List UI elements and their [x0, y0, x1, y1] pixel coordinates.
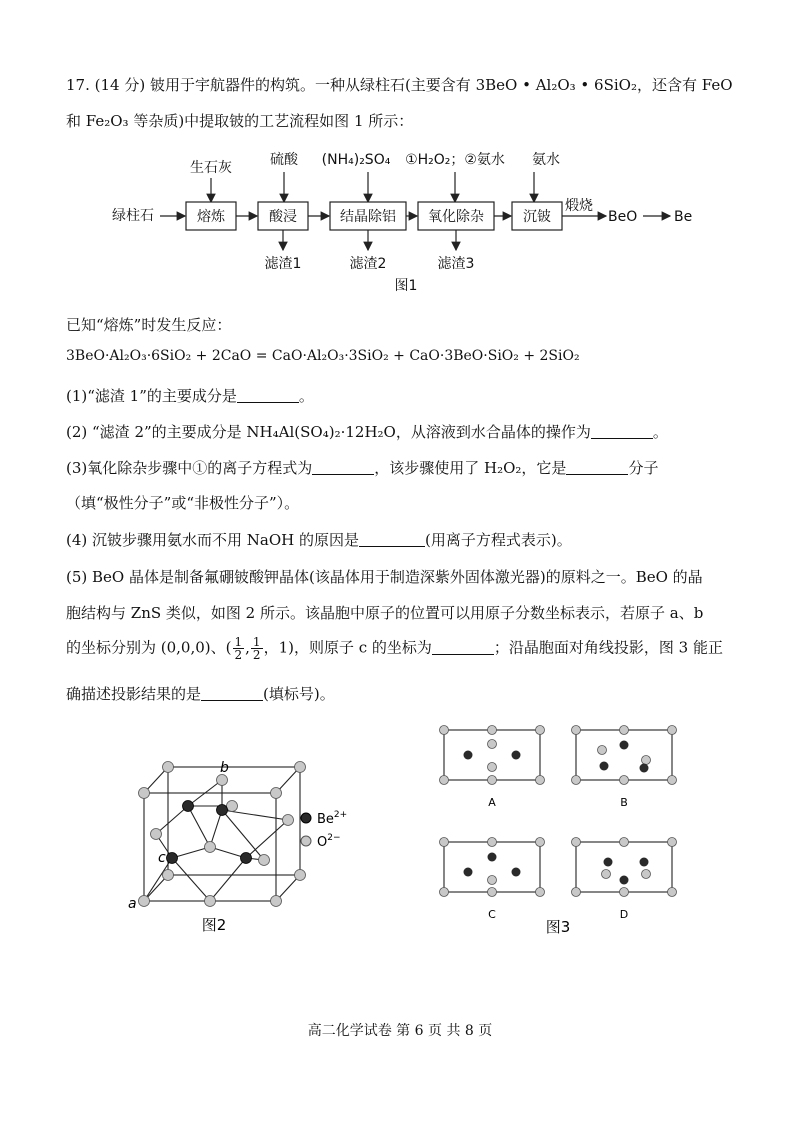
oxygen-atom [271, 788, 282, 799]
oxygen-atom [271, 896, 282, 907]
input-label-ammonium-sulfate: (NH₄)₂SO₄ [321, 152, 391, 168]
beryllium-atom [183, 801, 194, 812]
atom-label-c: c [158, 850, 166, 866]
frac-den-1: 2 [234, 648, 243, 662]
legend-be-marker [301, 813, 311, 823]
option-label-c: C [488, 908, 496, 921]
step-label-smelt: 熔炼 [197, 209, 225, 225]
oxygen-atom [283, 815, 294, 826]
oxygen-atoms [139, 762, 306, 907]
step-label-acid-leach: 酸浸 [269, 209, 297, 225]
step-label-precipitate: 沉铍 [523, 209, 551, 225]
step-label-crystallize: 结晶除铝 [340, 209, 396, 225]
atom-label-b: b [220, 760, 229, 776]
part3-text-b: ，该步骤使用了 H₂O₂，它是 [374, 459, 567, 477]
figure1-flowchart [100, 148, 720, 298]
answer-blank-2[interactable] [591, 424, 653, 439]
question-part-1 [66, 385, 314, 406]
part5-text-d2: (填标号)。 [263, 685, 335, 703]
answer-blank-3a[interactable] [312, 460, 374, 475]
part3-hint: （填“极性分子”或“非极性分子”）。 [66, 494, 300, 512]
calcine-label: 煅烧 [565, 198, 593, 214]
legend-be-label: $Be^{2+}$ [317, 810, 348, 827]
fraction-half-y [251, 636, 263, 661]
oxygen-atom [227, 801, 238, 812]
step-label-oxidize: 氧化除杂 [428, 209, 484, 225]
oxygen-atom-b [217, 775, 228, 786]
oxygen-atom [139, 788, 150, 799]
answer-blank-5a[interactable] [432, 640, 494, 655]
part1-text: (1)“滤渣 1”的主要成分是 [66, 387, 237, 405]
output-label-residue1: 滤渣1 [264, 256, 302, 272]
beryllium-atom [241, 853, 252, 864]
output-label-residue2: 滤渣2 [349, 256, 387, 272]
part1-end: 。 [298, 387, 314, 405]
known-line: 已知“熔炼”时发生反应： [66, 316, 232, 334]
output-label-residue3: 滤渣3 [437, 256, 475, 272]
input-label-sulfuric-acid: 硫酸 [270, 152, 298, 168]
oxygen-atom [163, 870, 174, 881]
figure3-caption: 图3 [545, 918, 571, 936]
part2-end: 。 [652, 423, 668, 441]
flow-start-label: 绿柱石 [112, 208, 154, 224]
input-label-h2o2-ammonia: ①H₂O₂；②氨水 [405, 152, 505, 168]
answer-blank-5b[interactable] [201, 686, 263, 701]
product-be: Be [674, 209, 693, 225]
oxygen-atom [295, 762, 306, 773]
figure1-caption: 图1 [394, 278, 418, 294]
question-intro-line2: 和 Fe₂O₃ 等杂质)中提取铍的工艺流程如图 1 所示： [66, 112, 414, 130]
oxygen-atom [295, 870, 306, 881]
question-part-3 [66, 457, 658, 478]
part5-text-d1: 确描述投影结果的是 [66, 685, 202, 703]
beryllium-atom-c [167, 853, 178, 864]
part3-text-a: (3)氧化除杂步骤中①的离子方程式为 [66, 459, 313, 477]
frac-num-2: 1 [252, 635, 261, 649]
projection-option-b[interactable] [572, 726, 677, 810]
product-beo: BeO [608, 209, 638, 225]
option-label-a: A [488, 796, 496, 809]
input-label-quicklime: 生石灰 [190, 160, 232, 176]
part3-text-c: 分子 [628, 459, 659, 477]
page-footer: 高二化学试卷 第 6 页 共 8 页 [307, 1023, 493, 1039]
part2-text: (2) “滤渣 2”的主要成分是 NH₄Al(SO₄)₂·12H₂O，从溶液到水合晶体的操作为 [66, 423, 591, 441]
question-intro-line1: 17. (14 分) 铍用于宇航器件的构筑。一种从绿柱石(主要含有 3BeO • Al₂O₃ • 6SiO₂，还含有 FeO [66, 76, 733, 94]
oxygen-atom [259, 855, 270, 866]
frac-den-2: 2 [252, 648, 261, 662]
projection-option-a[interactable] [440, 726, 545, 810]
part5-line3: 的坐标分别为 (0,0,0)、( $\frac{1}{2}$ , $\frac{1}{2}$ ，1)，则原子 c 的坐标为 ；沿晶胞面对角线投影，图 3 能正 [66, 635, 723, 662]
figure2-caption: 图2 [201, 916, 227, 934]
option-label-b: B [620, 796, 628, 809]
oxygen-atom [205, 842, 216, 853]
fraction-half-x [233, 636, 245, 661]
answer-blank-1[interactable] [237, 388, 299, 403]
figure3-projections [430, 722, 690, 942]
beryllium-atom [217, 805, 228, 816]
part4-end: (用离子方程式表示)。 [425, 531, 572, 549]
projection-option-d[interactable] [572, 838, 677, 922]
part4-text: (4) 沉铍步骤用氨水而不用 NaOH 的原因是 [66, 531, 359, 549]
part5-coord-text-3: ；沿晶胞面对角线投影，图 3 能正 [493, 638, 723, 657]
part5-line4 [66, 683, 335, 704]
part5-coord-text-2: ，1)，则原子 c 的坐标为 [263, 638, 432, 657]
input-label-ammonia: 氨水 [532, 152, 560, 168]
oxygen-atom [151, 829, 162, 840]
reaction-equation: 3BeO·Al₂O₃·6SiO₂ + 2CaO = CaO·Al₂O₃·3SiO₂ + CaO·3BeO·SiO₂ + 2SiO₂ [66, 348, 580, 364]
question-part-2 [66, 421, 668, 442]
question-part-4 [66, 529, 572, 550]
atom-label-a: a [128, 896, 137, 912]
part5-line2: 胞结构与 ZnS 类似，如图 2 所示。该晶胞中原子的位置可以用原子分数坐标表示，若原子 a、b [66, 604, 704, 622]
beryllium-atoms [167, 801, 252, 864]
oxygen-atom-a [139, 896, 150, 907]
oxygen-atom [163, 762, 174, 773]
answer-blank-3b[interactable] [566, 460, 628, 475]
projection-option-c[interactable] [440, 838, 545, 922]
cube-edges [144, 767, 300, 901]
legend-o-marker [301, 836, 311, 846]
legend-o-label: $O^{2-}$ [317, 833, 341, 850]
option-label-d: D [619, 908, 629, 921]
part5-coord-text: 的坐标分别为 (0,0,0)、( [66, 638, 232, 657]
part5-line1: (5) BeO 晶体是制备氟硼铍酸钾晶体(该晶体用于制造深紫外固体激光器)的原料之一。BeO 的晶 [66, 568, 703, 586]
figure2-unit-cell [120, 750, 380, 940]
oxygen-atom [205, 896, 216, 907]
frac-num-1: 1 [234, 635, 243, 649]
answer-blank-4[interactable] [359, 532, 425, 547]
